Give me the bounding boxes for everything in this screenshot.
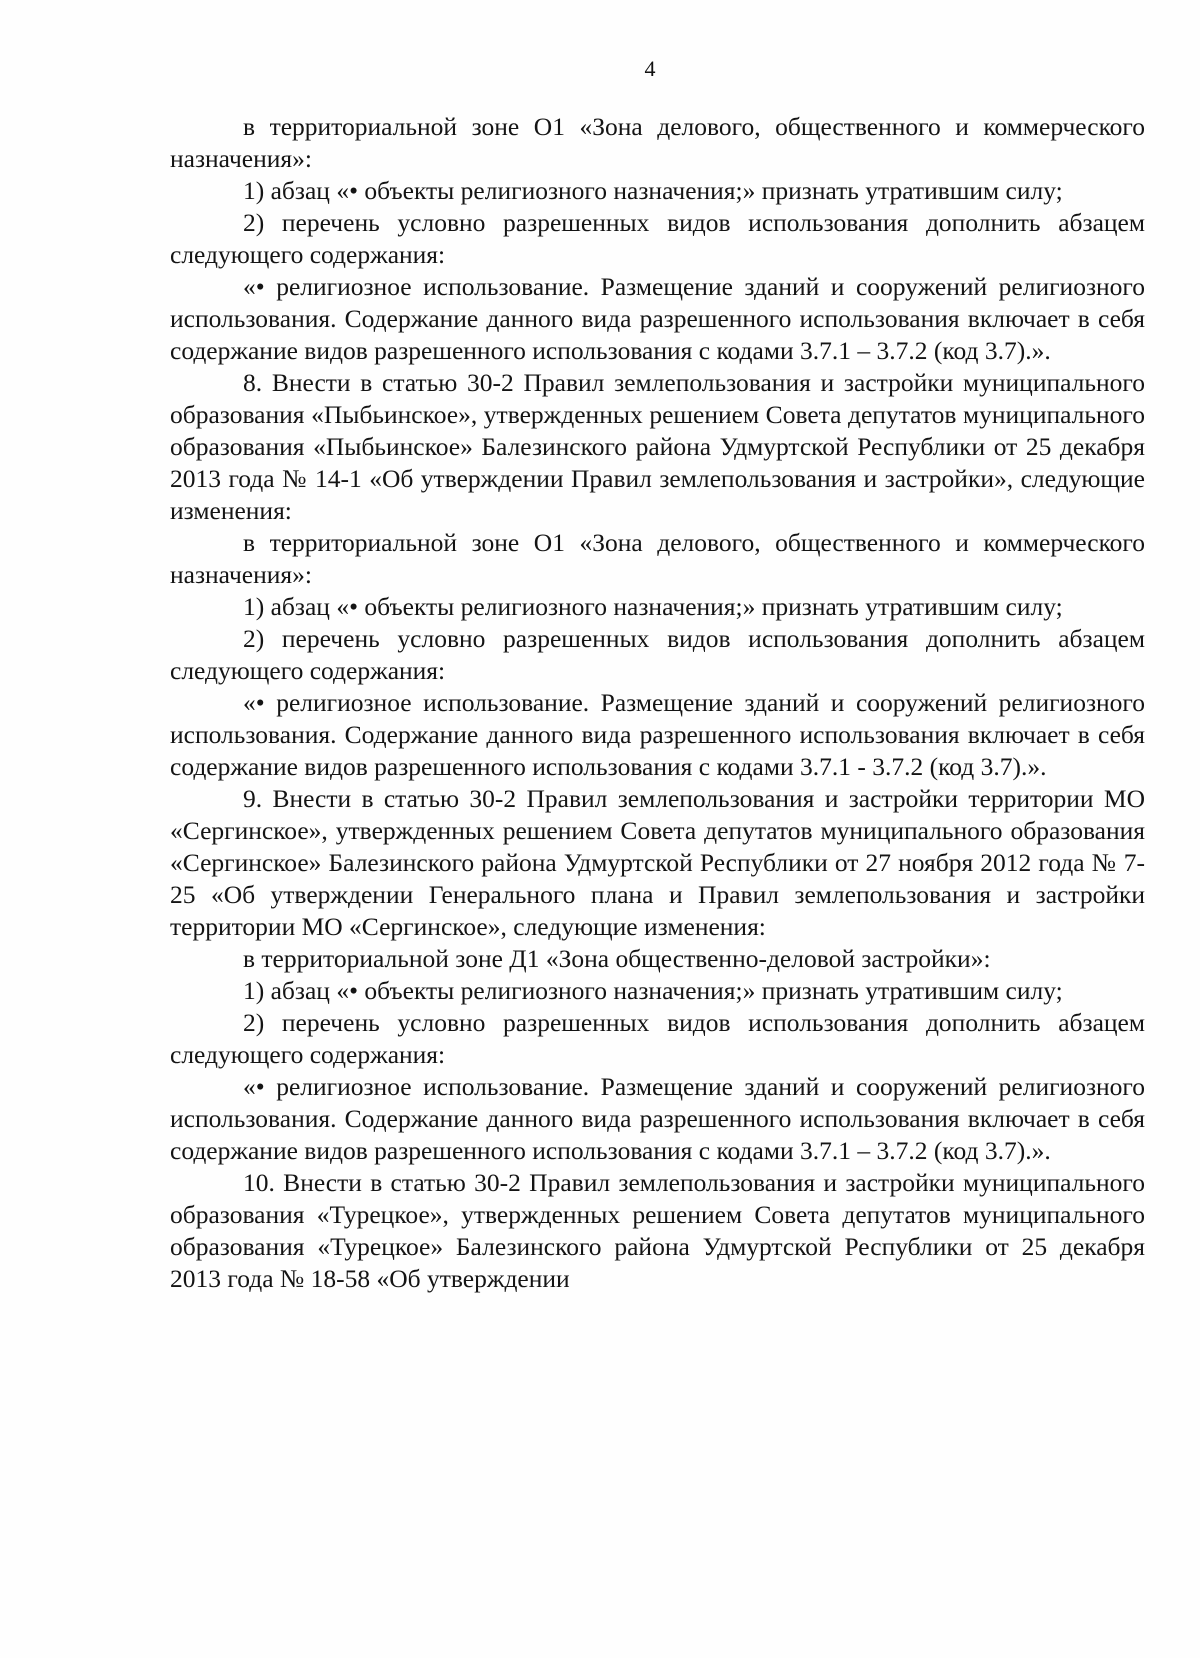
paragraph: 1) абзац «• объекты религиозного назначения;» признать утратившим силу; [243, 976, 1063, 1005]
paragraph: в территориальной зоне О1 «Зона делового, общественного и коммерческого назначения»: [170, 528, 1145, 589]
paragraph: 8. Внести в статью 30-2 Правил землепользования и застройки муниципального образования «Пыбьинское», утвержденных решением Совета депутатов муниципального образования «Пыбьинское» Балезинского района Удмуртской Республики от 25 декабря 2013 года № 14-1 «Об утверждении Правил землепользования и застройки», следующие изменения: [170, 368, 1145, 525]
paragraph: в территориальной зоне Д1 «Зона общественно-деловой застройки»: [243, 944, 991, 973]
page-number: 4 [644, 56, 656, 81]
paragraph: «• религиозное использование. Размещение зданий и сооружений религиозного использования. Содержание данного вида разрешенного использования включает в себя содержание видов разрешенного использования с кодами 3.7.1 – 3.7.2 (код 3.7).». [170, 272, 1145, 365]
paragraph: 2) перечень условно разрешенных видов использования дополнить абзацем следующего содержания: [170, 1008, 1145, 1069]
paragraph: 2) перечень условно разрешенных видов использования дополнить абзацем следующего содержания: [170, 208, 1145, 269]
paragraph: «• религиозное использование. Размещение зданий и сооружений религиозного использования. Содержание данного вида разрешенного использования включает в себя содержание видов разрешенного использования с кодами 3.7.1 - 3.7.2 (код 3.7).». [170, 688, 1145, 781]
paragraph: 2) перечень условно разрешенных видов использования дополнить абзацем следующего содержания: [170, 624, 1145, 685]
document-body [170, 111, 1145, 1295]
paragraph: в территориальной зоне О1 «Зона делового, общественного и коммерческого назначения»: [170, 112, 1145, 173]
paragraph: 1) абзац «• объекты религиозного назначения;» признать утратившим силу; [243, 592, 1063, 621]
paragraph: 10. Внести в статью 30-2 Правил землепользования и застройки муниципального образования «Турецкое», утвержденных решением Совета депутатов муниципального образования «Турецкое» Балезинского района Удмуртской Республики от 25 декабря 2013 года № 18-58 «Об утверждении [170, 1168, 1145, 1293]
paragraph: «• религиозное использование. Размещение зданий и сооружений религиозного использования. Содержание данного вида разрешенного использования включает в себя содержание видов разрешенного использования с кодами 3.7.1 – 3.7.2 (код 3.7).». [170, 1072, 1145, 1165]
paragraph: 9. Внести в статью 30-2 Правил землепользования и застройки территории МО «Сергинское», утвержденных решением Совета депутатов муниципального образования «Сергинское» Балезинского района Удмуртской Республики от 27 ноября 2012 года № 7-25 «Об утверждении Генерального плана и Правил землепользования и застройки территории МО «Сергинское», следующие изменения: [170, 784, 1145, 941]
paragraph: 1) абзац «• объекты религиозного назначения;» признать утратившим силу; [243, 176, 1063, 205]
